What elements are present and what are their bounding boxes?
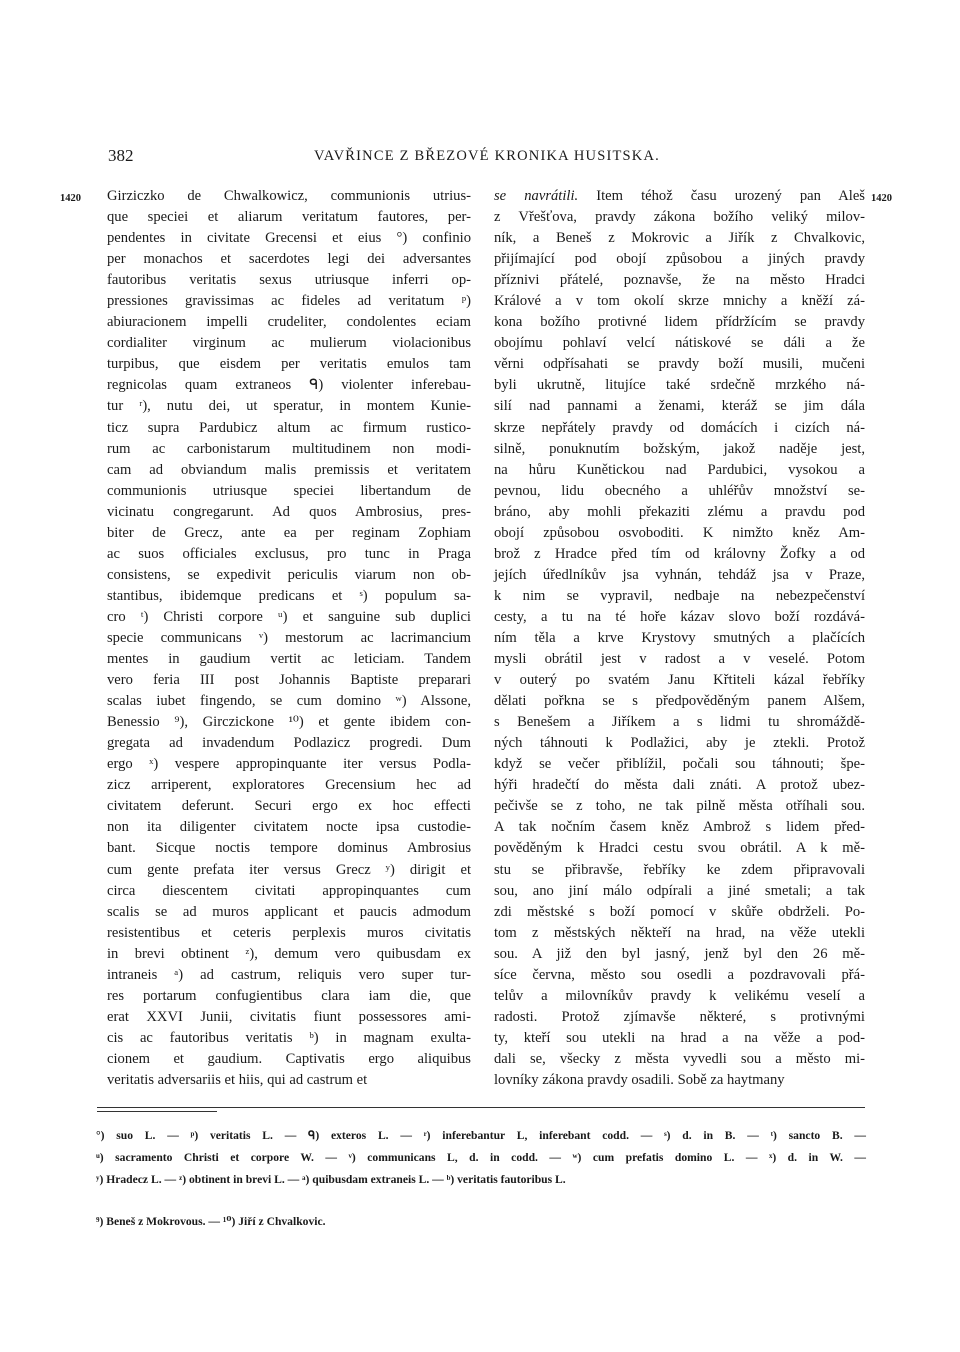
czech-text-line: brož z Hradce před tím od královny Žofky a od — [494, 545, 865, 562]
czech-text-line: zdi městské s boží pomocí v skůře obdrželi. Po- — [494, 903, 865, 920]
czech-text-line: obojí způsobou osvoboditi. K nimžto kněz Am- — [494, 524, 865, 541]
czech-text-line: věrni odpřísahati se pravdy boží musili, mučeni — [494, 356, 865, 373]
latin-text-line: per monachos et sacerdotes legi dei adversantes — [107, 251, 471, 268]
latin-text-line: abiuracionem impelli crudeliter, condolentes eciam — [107, 314, 471, 331]
latin-text-column — [107, 186, 471, 1091]
czech-text-line: ník, a Beneš z Mokrovic a Jiřík z Chvalkovic, — [494, 230, 865, 247]
czech-text-line: s Benešem a Jiříkem a s lidmi tu shromáždě- — [494, 714, 865, 731]
czech-text-line: v outerý po svatém Janu Křtiteli kázal řebříky — [494, 672, 865, 689]
czech-text-line: mysli obrátil jest v radost a v veselé. Potom — [494, 651, 865, 668]
footnote-variant-line: ʸ) Hradecz L. — ᶻ) obtinent in brevi L. — ᵃ) quibusdam extraneis L. — ᵇ) veritatis fautoribus L. — [96, 1173, 566, 1186]
latin-text-line: consistens, se expedivit periculis viarum non ob- — [107, 566, 471, 583]
czech-text-line: dali se, všecky z města vyvedli sou a město mi- — [494, 1050, 865, 1067]
footnote-numbered-line: ⁹) Beneš z Mokrovous. — ¹⁰) Jiří z Chvalkovic. — [96, 1215, 326, 1228]
latin-text-line: vicinatu congregarunt. Ad quos Ambrosius, pres- — [107, 503, 471, 520]
latin-text-line: tur ʳ), nutu dei, ut speratur, in montem Kunie- — [107, 398, 471, 415]
czech-text-line: bráno, aby mohli překaziti zlému a pravdu pod — [494, 503, 865, 520]
czech-text-line: tom z městských někteří na hrad, na věže utekli — [494, 924, 865, 941]
czech-text-line: A tak nočním časem kněz Ambrož s lidem před- — [494, 819, 865, 836]
footnote-divider — [97, 1107, 865, 1108]
latin-text-line: zicz arriperent, exploratores Grecensium hec ad — [107, 777, 471, 794]
czech-text-line: byli ukrutně, litujíce také srdečně mrzkého ná- — [494, 377, 865, 394]
czech-text-line: pověděným k Hradci cestu svou obrátil. A k mě- — [494, 840, 865, 857]
czech-text-line: příznivi přátelé, poznavše, že na město Hradci — [494, 272, 865, 289]
latin-text-line: cum gente prefata iter versus Grecz ʸ) dirigit et — [107, 861, 471, 878]
czech-text-line: Králové a v tom okolí skrze mnichy a kněží zá- — [494, 293, 865, 310]
czech-text-line: silně, ponuknutím božským, jakož naděje jest, — [494, 440, 865, 457]
czech-text-line: ním těla a krve Krystovy smutných a plačících — [494, 629, 865, 646]
latin-text-line: turpibus, que eisdem per veritatis emulos tam — [107, 356, 471, 373]
czech-text-line: k nim se vypravil, nedbaje na nebezpečenství — [494, 587, 865, 604]
latin-text-line: cro ᵗ) Christi corpore ᵘ) et sanguine sub duplici — [107, 608, 471, 625]
latin-text-line: specie communicans ᵛ) mestorum ac lacrimancium — [107, 629, 471, 646]
latin-text-line: rum ac carbonistarum multitudinem non modi- — [107, 440, 471, 457]
latin-text-line: non ita diligenter civitatem nocte ipsa custodie- — [107, 819, 471, 836]
latin-text-line: erat XXVI Junii, civitatis fiunt possessores ami- — [107, 1008, 471, 1025]
latin-text-line: scalas iubet fingendo, se cum domino ʷ) Alssone, — [107, 693, 471, 710]
czech-text-line: lovníky zákona pravdy osadili. Sobě za haytmany — [494, 1071, 785, 1088]
czech-text-line: silí nad pannami a ženami, kteráž se jim dála — [494, 398, 865, 415]
latin-text-line: regnicolas quam extraneos ᑫ) violenter inferebau- — [107, 377, 471, 394]
czech-text-line: ných táhnouti k Podlažici, aby je ztekli. Protož — [494, 735, 865, 752]
czech-text-line: telův a milovníkův pravdy k velikému veselí a — [494, 987, 865, 1004]
latin-text-line: stantibus, ibidemque predicans et ˢ) populum sa- — [107, 587, 471, 604]
footnote-variant-line: ᵘ) sacramento Christi et corpore W. — ᵛ) communicans L, d. in codd. — ʷ) cum prefatis domino L. — ˣ) d. in W. — — [96, 1151, 866, 1164]
page-header — [0, 146, 960, 168]
czech-text-line: ty, kteří sou utekli na hrad a na věže a pod- — [494, 1029, 865, 1046]
latin-text-line: vero feria III post Johannis Baptiste preparari — [107, 672, 471, 689]
latin-text-line: communionis utriusque speciei libertandum de — [107, 482, 471, 499]
latin-text-line: civitatem deferunt. Securi ergo ex hoc effecti — [107, 798, 471, 815]
czech-text-line: kona božího protivné lidem přídržícím se pravdy — [494, 314, 865, 331]
latin-text-line: mentes in gaudium vertit ac leticiam. Tandem — [107, 651, 471, 668]
czech-first-line-italic: se navrátili. — [494, 188, 579, 204]
czech-text-line: sou. A již den byl jasný, jenž byl den 26 mě- — [494, 945, 865, 962]
latin-text-line: ticz supra Pardubicz altum ac firmum rustico- — [107, 419, 471, 436]
czech-text-line: síce června, město sou osedli a pozdravovali přá- — [494, 966, 865, 983]
latin-text-line: ac suos officiales exclusus, pro tunc in Praga — [107, 545, 471, 562]
czech-text-line: přijímající pod obojí způsobou a jiných pravdy — [494, 251, 865, 268]
czech-text-line: hýři hradečtí do města dali znáti. A protož ubez- — [494, 777, 865, 794]
czech-text-line: když se večer přiblížil, počali sou táhnouti; špe- — [494, 756, 865, 773]
latin-text-line: Benessio ⁹), Girczickone ¹⁰) et gente ibidem con- — [107, 714, 471, 731]
czech-text-line: pečivše se z toho, ne tak pilně města otříhali sou. — [494, 798, 865, 815]
latin-text-line: que speciei et aliarum veritatum fautores, per- — [107, 209, 471, 226]
latin-text-line: ergo ˣ) vespere appropinquante iter versus Podla- — [107, 756, 471, 773]
czech-text-line: jejích úředlníkův jsa vyhnán, tehdáž jsa v Praze, — [494, 566, 865, 583]
latin-text-line: biter de Grecz, ante ea per reginam Zophiam — [107, 524, 471, 541]
footnote-divider-short — [97, 1111, 217, 1112]
czech-text-line: stu se přibravše, řebříky ke zdem připravovali — [494, 861, 865, 878]
czech-text-line: z Vřešťova, pravdy zákona božího veliký milov- — [494, 209, 865, 226]
latin-text-line: circa diescentem civitati appropinquantes cum — [107, 882, 471, 899]
czech-text-line: skrze nepřátely pravdy od domácích i cizích ná- — [494, 419, 865, 436]
latin-text-line: scalis se ad muros applicant et paucis admodum — [107, 903, 471, 920]
latin-text-line: veritatis adversariis et hiis, qui ad castrum et — [107, 1071, 368, 1088]
czech-text-line: sou, ano jiní málo odpírali a jiné smetali; a tak — [494, 882, 865, 899]
czech-text-line: cesty, a tu na té hoře kázav slovo boží rozdává- — [494, 608, 865, 625]
czech-text-line: dělati pořkna se s předpověděným panem Alšem, — [494, 693, 865, 710]
czech-text-line: na hůru Kunětickou nad Pardubici, vysokou a — [494, 461, 865, 478]
latin-text-line: cam ad obviandum malis premissis et veritatem — [107, 461, 471, 478]
czech-first-line-rest: Item téhož času urozený pan Aleš — [596, 188, 865, 204]
latin-text-line: intraneis ᵃ) ad castrum, reliquis vero super tur- — [107, 966, 471, 983]
running-title: VAVŘINCE Z BŘEZOVÉ KRONIKA HUSITSKA. — [314, 148, 660, 164]
latin-text-line: cionem et gaudium. Captivatis ergo aliquibus — [107, 1050, 471, 1067]
page-number: 382 — [108, 146, 134, 165]
czech-text-line: obojímu pohlaví velcí nátiskové se dáli a že — [494, 335, 865, 352]
latin-text-line: Girziczko de Chwalkowicz, communionis utrius- — [107, 188, 471, 204]
footnotes — [96, 1125, 866, 1233]
latin-text-line: pressiones gravissimas ac fideles ad veritatum ᵖ) — [107, 293, 471, 310]
latin-text-line: gregata ad invadendum Podlazicz progredi. Dum — [107, 735, 471, 752]
latin-text-line: pendentes in civitate Grecensi et eius °) confinio — [107, 230, 471, 247]
footnote-variant-line: °) suo L. — ᵖ) veritatis L. — ᑫ) exteros L. — ʳ) inferebantur L, inferebant codd. — ˢ) d. in B. — ᵗ) sancto B. — — [96, 1129, 866, 1142]
czech-text-column — [494, 186, 865, 1091]
margin-year-right: 1420 — [871, 193, 892, 204]
czech-text-line: pevnou, lidu obecného a uhléřův množství se- — [494, 482, 865, 499]
latin-text-line: bant. Sicque noctis tempore dominus Ambrosius — [107, 840, 471, 857]
latin-text-line: in brevi obtinent ᶻ), demum vero quibusdam ex — [107, 945, 471, 962]
latin-text-line: resistentibus et ceteris perplexis muros civitatis — [107, 924, 471, 941]
latin-text-line: fautoribus veritatis sexus utriusque inferri op- — [107, 272, 471, 289]
czech-text-line: radosti. Protož zjímavše některé, s protivnými — [494, 1008, 865, 1025]
latin-text-line: res portarum confugientibus clara iam die, que — [107, 987, 471, 1004]
czech-first-line — [494, 186, 865, 207]
latin-text-line: cis ac fautoribus veritatis ᵇ) in magnam exulta- — [107, 1029, 471, 1046]
latin-text-line: cordialiter virginum ac mulierum violacionibus — [107, 335, 471, 352]
margin-year-left: 1420 — [60, 193, 81, 204]
